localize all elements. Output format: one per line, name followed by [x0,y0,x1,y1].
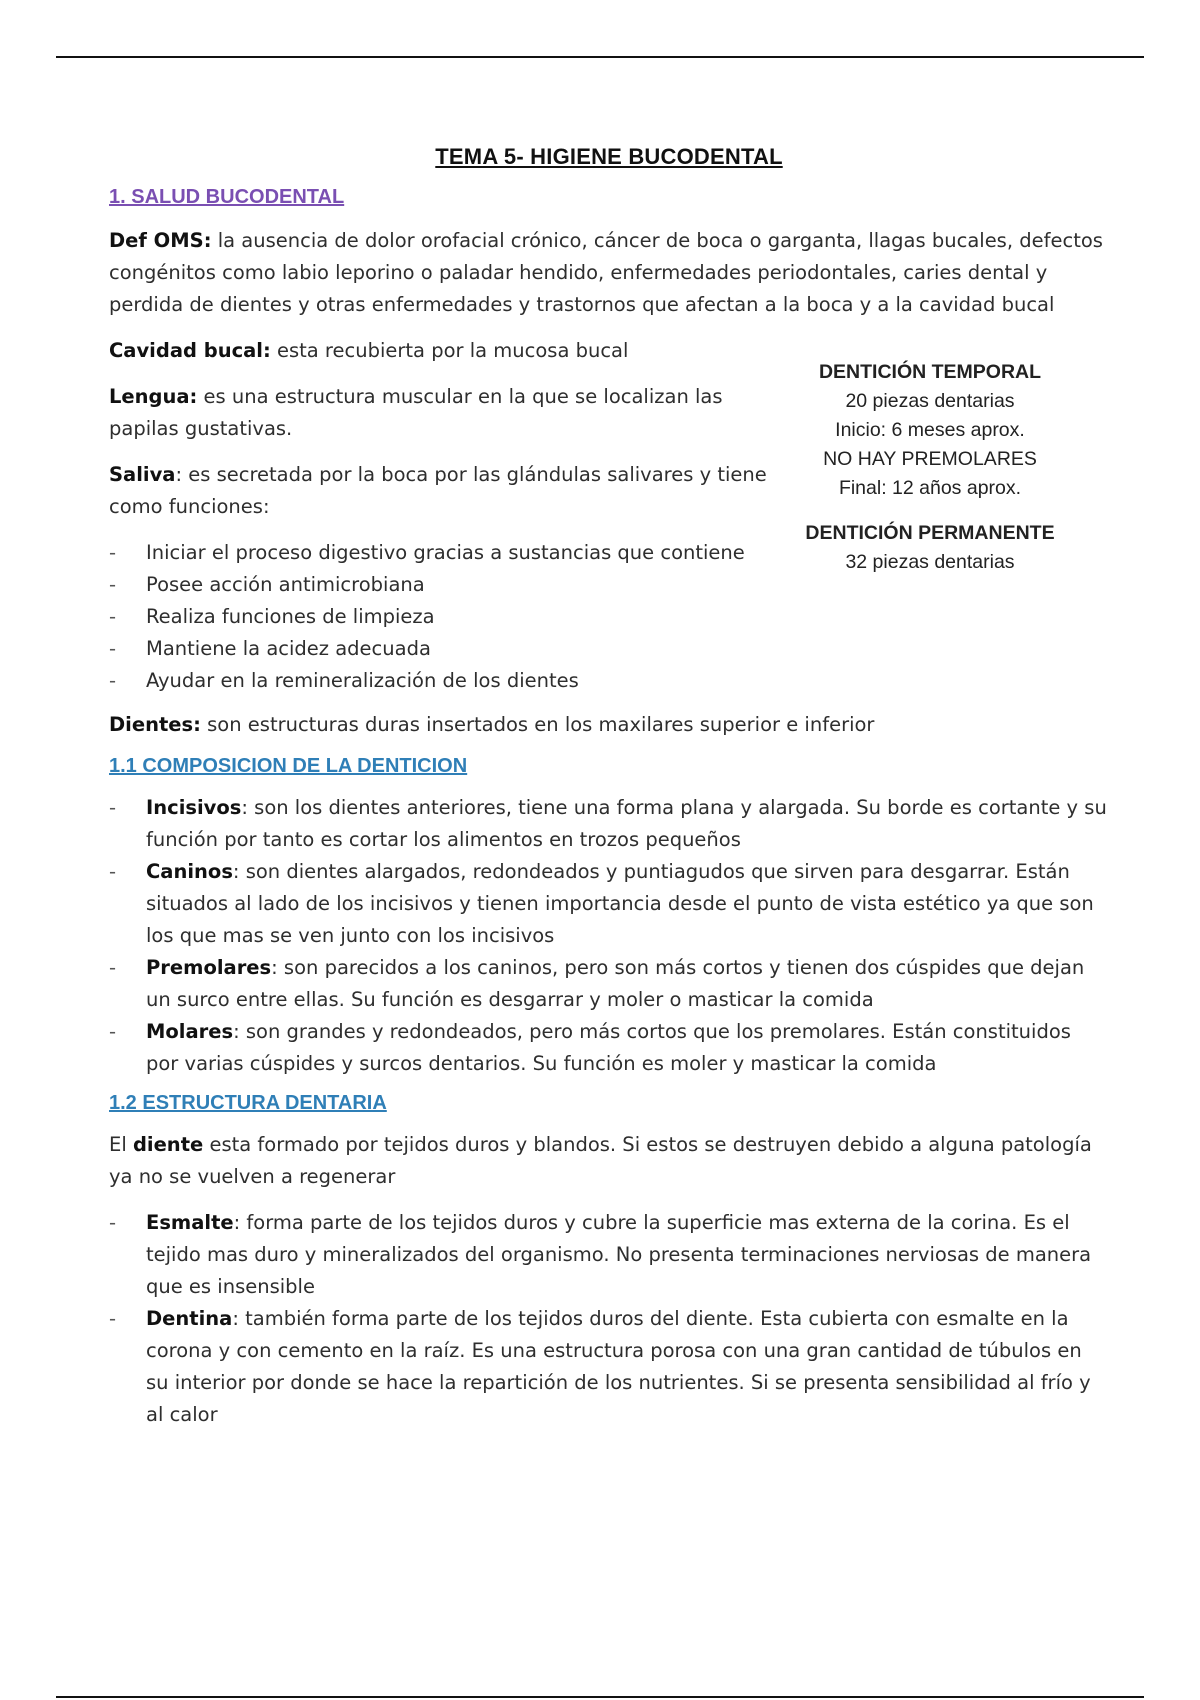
text-saliva: : es secretada por la boca por las glándulas salivares y tiene como funciones: [109,463,767,518]
term-saliva: Saliva [109,463,176,486]
paragraph-saliva [109,459,779,523]
list-item: - Posee acción antimicrobiana [109,569,1109,601]
list-item-molares [109,1016,1109,1080]
term-diente: diente [132,1133,204,1156]
text-dientes: son estructuras duras insertados en los maxilares superior e inferior [200,713,875,736]
document-title: TEMA 5- HIGIENE BUCODENTAL [435,144,783,169]
list-item: - Mantiene la acidez adecuada [109,633,1109,665]
paragraph-lengua [109,381,779,445]
list-item: - Ayudar en la remineralización de los dientes [109,665,1109,697]
denticion-temporal-line: 20 piezas dentarias [845,390,1015,412]
term-esmalte: Esmalte [146,1211,234,1234]
term-incisivos: Incisivos [146,796,242,819]
text-esmalte: : forma parte de los tejidos duros y cubre la superficie mas externa de la corina. Es el tejido mas duro y mineralizados del organismo. No presenta terminaciones nerviosas de manera que es insensible [146,1211,1092,1298]
spacer [790,503,1070,519]
term-dentina: Dentina [146,1307,233,1330]
denticion-summary [790,358,1070,577]
list-item-premolares [109,952,1109,1016]
top-rule [56,56,1144,58]
denticion-temporal-line: Inicio: 6 meses aprox. [835,419,1025,441]
document-page [109,144,1109,1443]
list-item-caninos [109,856,1109,952]
denticion-temporal-line: NO HAY PREMOLARES [823,448,1037,470]
term-def-oms: Def OMS: [109,229,212,252]
section-heading-estructura: 1.2 ESTRUCTURA DENTARIA [109,1092,387,1114]
section-heading-salud: 1. SALUD BUCODENTAL [109,186,345,208]
term-caninos: Caninos [146,860,233,883]
paragraph-cavidad [109,335,779,367]
list-item: - Realiza funciones de limpieza [109,601,1109,633]
paragraph-diente-intro [109,1129,1109,1193]
text-caninos: : son dientes alargados, redondeados y puntiagudos que sirven para desgarrar. Están situados al lado de los incisivos y tienen importancia desde el punto de vista estético ya que son los que mas se ven junto con los incisivos [146,860,1094,947]
term-dientes: Dientes: [109,713,201,736]
list-item-esmalte [109,1207,1109,1303]
term-premolares: Premolares [146,956,272,979]
text-def-oms: la ausencia de dolor orofacial crónico, cáncer de boca o garganta, llagas bucales, defectos congénitos como labio leporino o paladar hendido, enfermedades periodontales, caries dental y perdida de dientes y otras enfermedades y trastornos que afectan a la boca y a la cavidad bucal [109,229,1103,316]
term-molares: Molares [146,1020,234,1043]
denticion-permanente-title: DENTICIÓN PERMANENTE [805,522,1055,544]
estructura-list [109,1207,1109,1431]
text-premolares: : son parecidos a los caninos, pero son más cortos y tienen dos cúspides que dejan un surco entre ellas. Su función es desgarrar y moler o masticar la comida [146,956,1085,1011]
text-diente-intro: esta formado por tejidos duros y blandos. Si estos se destruyen debido a alguna patología ya no se vuelven a regenerar [109,1133,1092,1188]
list-item-dentina [109,1303,1109,1431]
text-lengua: es una estructura muscular en la que se localizan las papilas gustativas. [109,385,723,440]
denticion-temporal-line: Final: 12 años aprox. [838,477,1022,499]
paragraph-dientes [109,709,1109,741]
list-item-incisivos [109,792,1109,856]
text-dentina: : también forma parte de los tejidos duros del diente. Esta cubierta con esmalte en la corona y con cemento en la raíz. Es una estructura porosa con una gran cantidad de túbulos en su interior por donde se hace la repartición de los nutrientes. Si se presenta sensibilidad al frío y al calor [146,1307,1091,1426]
composicion-list [109,792,1109,1080]
text-molares: : son grandes y redondeados, pero más cortos que los premolares. Están constituidos por varias cúspides y surcos dentarios. Su función es moler y masticar la comida [146,1020,1071,1075]
denticion-temporal-title: DENTICIÓN TEMPORAL [818,361,1042,383]
text-diente-pre: El [109,1133,133,1156]
list-item: - Iniciar el proceso digestivo gracias a sustancias que contiene [109,537,1109,569]
denticion-permanente-line: 32 piezas dentarias [845,551,1015,573]
term-cavidad: Cavidad bucal: [109,339,271,362]
bottom-rule [56,1696,1144,1698]
text-incisivos: : son los dientes anteriores, tiene una forma plana y alargada. Su borde es cortante y su función por tanto es cortar los alimentos en trozos pequeños [146,796,1107,851]
section-heading-composicion: 1.1 COMPOSICION DE LA DENTICION [109,755,468,777]
text-cavidad: esta recubierta por la mucosa bucal [270,339,629,362]
paragraph-def-oms [109,225,1109,321]
term-lengua: Lengua: [109,385,198,408]
